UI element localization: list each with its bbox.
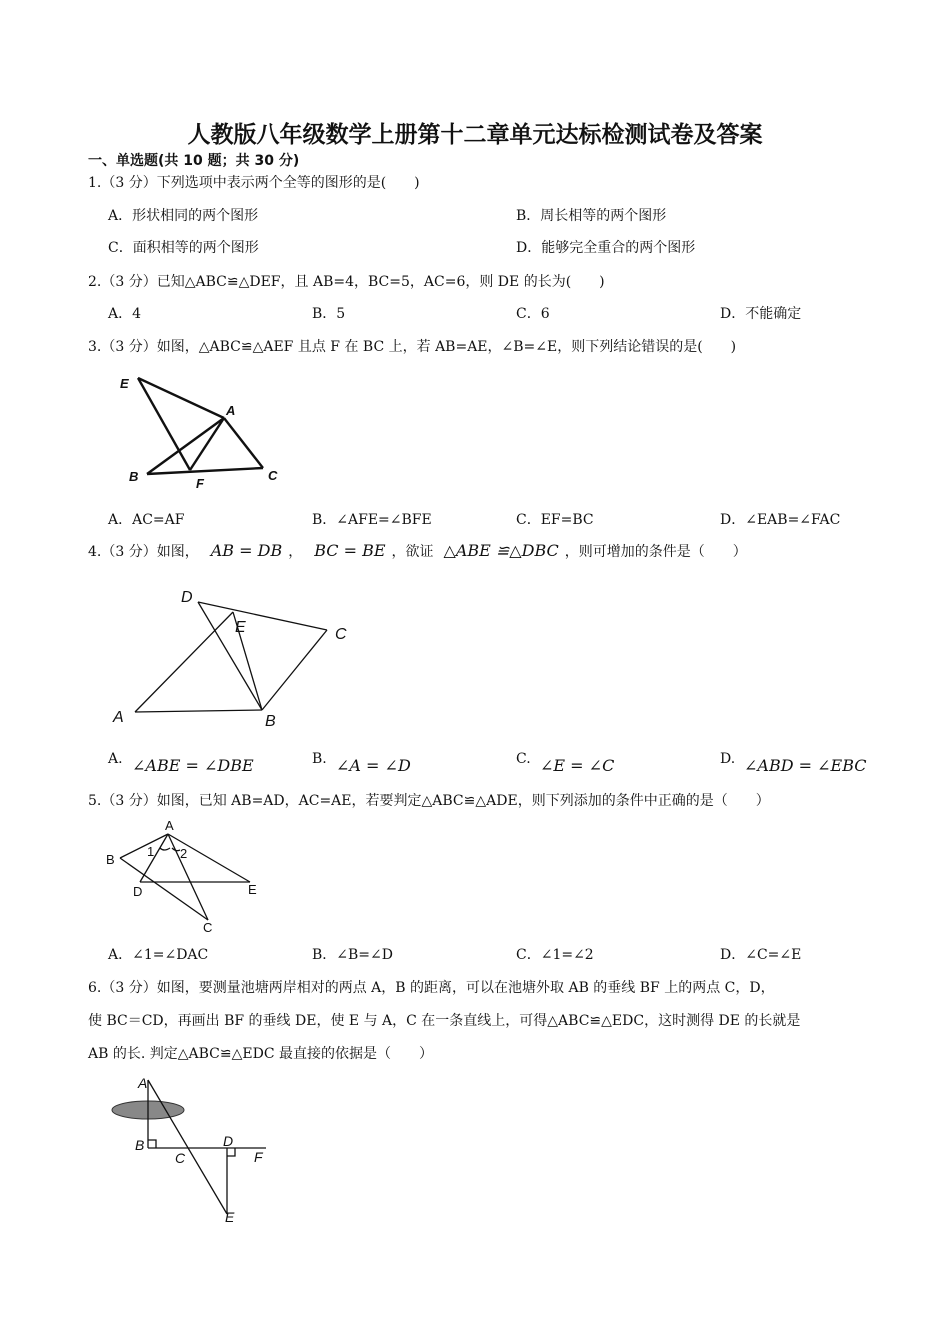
q5-label-d: D — [133, 884, 143, 899]
q6-label-d: D — [223, 1133, 234, 1149]
q2-option-a: A．4 — [108, 306, 142, 322]
question-2-stem: 2.（3 分）已知△ABC≌△DEF，且 AB=4，BC=5，AC=6，则 DE 的长为( ) — [88, 274, 605, 290]
q5-option-b: B．∠B=∠D — [312, 947, 393, 963]
q3-option-d: D．∠EAB=∠FAC — [720, 512, 841, 528]
q5-label-2: 2 — [180, 846, 188, 861]
q5-label-a: A — [165, 818, 174, 833]
question-1-stem: 1.（3 分）下列选项中表示两个全等的图形的是( ) — [88, 175, 420, 191]
q4-label-a: A — [113, 709, 124, 726]
q4-label-e: E — [235, 619, 246, 636]
q6-label-a: A — [138, 1075, 148, 1091]
q4-option-c: ∠E = ∠C — [540, 756, 615, 775]
q6-label-e: E — [225, 1209, 235, 1225]
q4-option-b: ∠A = ∠D — [336, 756, 411, 775]
q5-label-1: 1 — [147, 844, 155, 859]
q4-option-b-letter: B. — [312, 751, 327, 767]
q4-label-d: D — [181, 589, 193, 606]
question-6-line-2: 使 BC＝CD，再画出 BF 的垂线 DE，使 E 与 A，C 在一条直线上，可得△ABC≌△EDC，这时测得 DE 的长就是 — [88, 1013, 801, 1029]
question-5-stem: 5.（3 分）如图，已知 AB=AD，AC=AE，若要判定△ABC≌△ADE，则下列添加的条件中正确的是（ ） — [88, 793, 770, 809]
q1-option-a: A．形状相同的两个图形 — [108, 208, 259, 224]
q4-math-ab-db: AB = DB — [210, 541, 283, 560]
q4-label-b: B — [265, 713, 276, 730]
q3-label-b: B — [129, 469, 139, 484]
q3-label-e: E — [120, 376, 129, 391]
q4-option-c-letter: C. — [516, 751, 531, 767]
q3-option-c: C．EF=BC — [516, 512, 594, 528]
question-6-line-1: 6.（3 分）如图，要测量池塘两岸相对的两点 A，B 的距离，可以在池塘外取 AB 的垂线 BF 上的两点 C，D， — [88, 980, 775, 996]
q4-option-a: ∠ABE = ∠DBE — [132, 756, 254, 775]
q4-option-d: ∠ABD = ∠EBC — [744, 756, 867, 775]
q3-triangle-figure — [110, 368, 290, 492]
section-heading: 一、单选题(共 10 题；共 30 分) — [88, 153, 300, 169]
q1-option-b: B．周长相等的两个图形 — [516, 208, 667, 224]
q6-label-b: B — [135, 1137, 145, 1153]
q6-label-f: F — [254, 1149, 263, 1165]
q5-option-d: D．∠C=∠E — [720, 947, 802, 963]
q5-label-e: E — [248, 882, 257, 897]
q1-option-d: D．能够完全重合的两个图形 — [516, 240, 696, 256]
q4-math-congruence: △ABE ≌△DBC — [443, 541, 559, 560]
q4-option-a-letter: A. — [108, 751, 123, 767]
question-6-line-3: AB 的长. 判定△ABC≌△EDC 最直接的依据是（ ） — [88, 1046, 433, 1062]
q3-label-c: C — [268, 468, 278, 483]
q3-label-f: F — [196, 476, 204, 491]
page-title: 人教版八年级数学上册第十二章单元达标检测试卷及答案 — [187, 122, 763, 148]
q5-label-b: B — [106, 852, 115, 867]
question-3-stem: 3.（3 分）如图，△ABC≌△AEF 且点 F 在 BC 上，若 AB=AE，∠B=∠E，则下列结论错误的是( ) — [88, 339, 737, 355]
q4-figure — [105, 582, 365, 732]
q4-option-d-letter: D. — [720, 751, 736, 767]
q3-option-a: A．AC=AF — [108, 512, 185, 528]
q6-label-c: C — [175, 1150, 186, 1166]
q3-label-a: A — [226, 403, 236, 418]
q3-option-b: B．∠AFE=∠BFE — [312, 512, 432, 528]
question-4-stem: 4.（3 分）如图， AB = DB ， BC = BE ，欲证 △ABE ≌△DBC ，则可增加的条件是（ ） — [88, 541, 747, 560]
q2-option-b: B．5 — [312, 306, 346, 322]
q5-option-c: C．∠1=∠2 — [516, 947, 594, 963]
q4-math-bc-be: BC = BE — [314, 541, 386, 560]
q5-label-c: C — [203, 920, 213, 935]
q4-label-c: C — [335, 626, 347, 643]
q2-option-d: D．不能确定 — [720, 306, 802, 322]
q1-option-c: C．面积相等的两个图形 — [108, 240, 259, 256]
q5-figure — [100, 812, 270, 936]
q2-option-c: C．6 — [516, 306, 550, 322]
q5-option-a: A．∠1=∠DAC — [108, 947, 209, 963]
q6-pond-figure — [100, 1068, 280, 1230]
